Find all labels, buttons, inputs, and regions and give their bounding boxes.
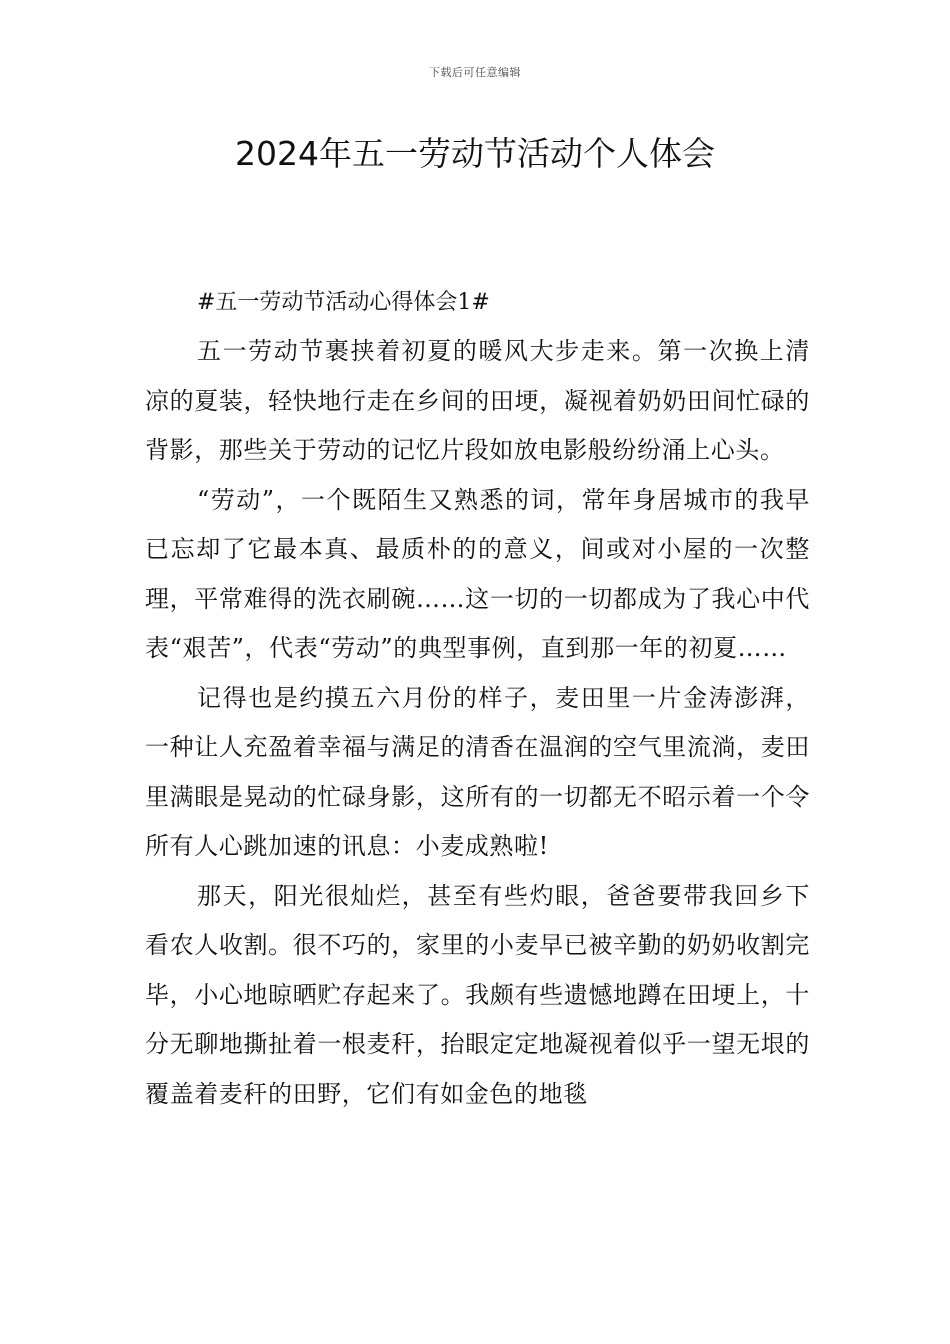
header-note: 下载后可任意编辑: [429, 66, 521, 79]
document-body: [145, 278, 810, 1119]
paragraph-2: “劳动”，一个既陌生又熟悉的词，常年身居城市的我早已忘却了它最本真、最质朴的的意义，间或对小屋的一次整理，平常难得的洗衣刷碗……这一切的一切都成为了我心中代表“艰苦”，代表“劳动”的典型事例，直到那一年的初夏……: [145, 485, 810, 662]
paragraph-3: 记得也是约摸五六月份的样子，麦田里一片金涛澎湃，一种让人充盈着幸福与满足的清香在温润的空气里流淌，麦田里满眼是晃动的忙碌身影，这所有的一切都无不昭示着一个令所有人心跳加速的讯息：小麦成熟啦!: [145, 683, 810, 860]
document-title: 2024年五一劳动节活动个人体会: [235, 134, 715, 173]
paragraph-1: 五一劳动节裹挟着初夏的暖风大步走来。第一次换上清凉的夏装，轻快地行走在乡间的田埂，凝视着奶奶田间忙碌的背影，那些关于劳动的记忆片段如放电影般纷纷涌上心头。: [145, 337, 810, 464]
section-heading: #五一劳动节活动心得体会1#: [197, 290, 490, 315]
paragraph-4: 那天，阳光很灿烂，甚至有些灼眼，爸爸要带我回乡下看农人收割。很不巧的，家里的小麦早已被辛勤的奶奶收割完毕，小心地晾晒贮存起来了。我颇有些遗憾地蹲在田埂上，十分无聊地撕扯着一根麦秆，抬眼定定地凝视着似乎一望无垠的覆盖着麦秆的田野，它们有如金色的地毯: [145, 881, 810, 1108]
